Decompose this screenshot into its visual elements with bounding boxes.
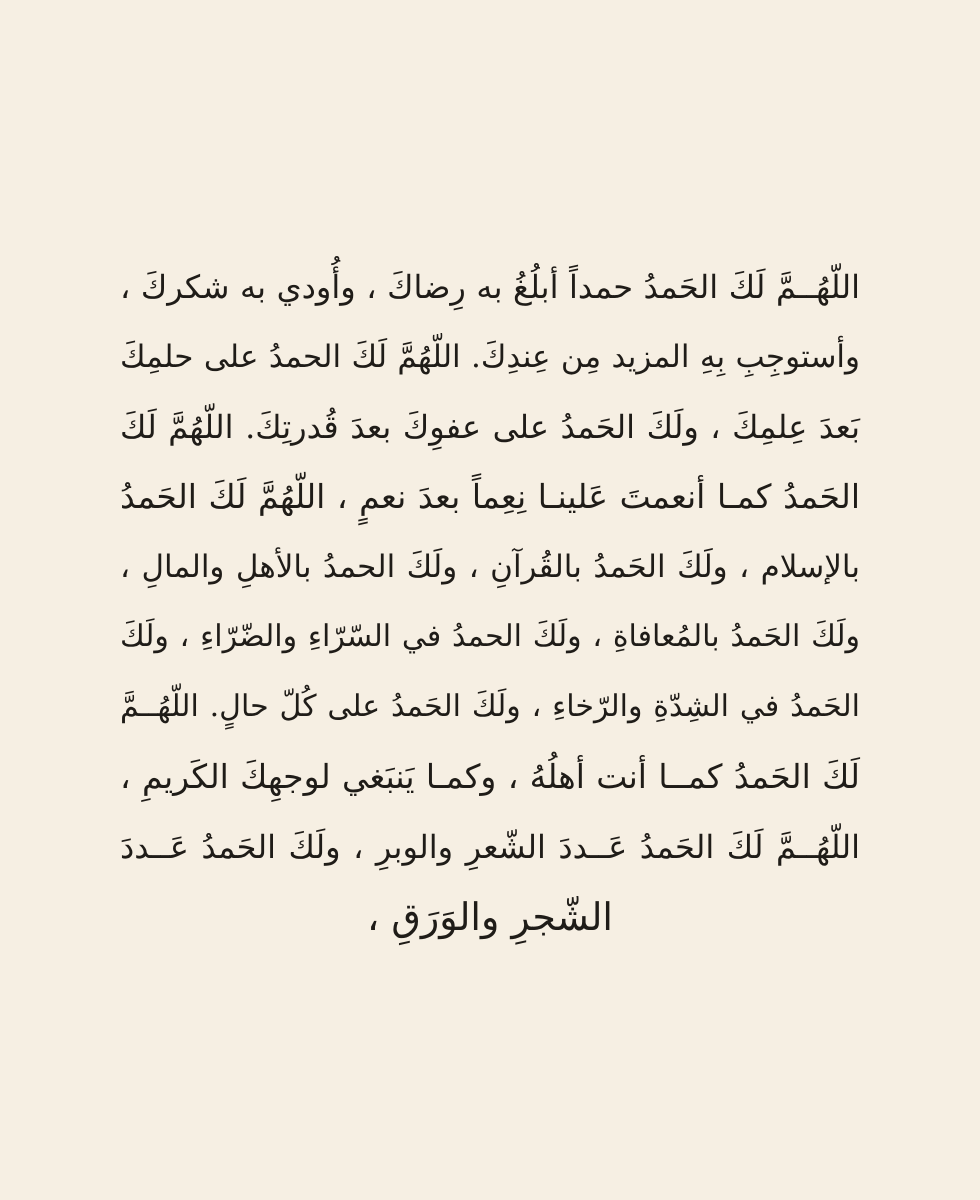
text-line: بالإسلام ، ولَكَ الحَمدُ بالقُرآنِ ، ولَكَ الحمدُ بالأهلِ والمالِ ،	[120, 549, 860, 585]
text-line: اللّهُــمَّ لَكَ الحَمدُ حمداً أبلُغُ به رِضاكَ ، وأُودي به شكركَ ،	[120, 268, 861, 306]
text-line: لَكَ الحَمدُ كمــا أنت أهلُهُ ، وكمـا يَنبَغي لوجهِكَ الكَريمِ ،	[120, 757, 860, 796]
text-line: الحَمدُ في الشِدّةِ والرّخاءِ ، ولَكَ الحَمدُ على كُلّ حالٍ. اللّهُــمَّ	[120, 689, 860, 724]
text-line-last: الشّجرِ والوَرَقِ ،	[367, 895, 613, 939]
dua-paragraph	[120, 252, 860, 952]
text-line: وأستوجِبِ بِهِ المزيد مِن عِندِكَ. اللّهُمَّ لَكَ الحمدُ على حلمِكَ	[120, 339, 860, 375]
text-line: بَعدَ عِلمِكَ ، ولَكَ الحَمدُ على عفوِكَ بعدَ قُدرتِكَ. اللّهُمَّ لَكَ	[120, 408, 860, 446]
text-line: ولَكَ الحَمدُ بالمُعافاةِ ، ولَكَ الحمدُ في السّرّاءِ والضّرّاءِ ، ولَكَ	[120, 619, 860, 654]
text-line: الحَمدُ كمـا أنعمتَ عَلينـا نِعِماً بعدَ نعمٍ ، اللّهُمَّ لَكَ الحَمدُ	[120, 477, 860, 516]
text-line: اللّهُــمَّ لَكَ الحَمدُ عَــددَ الشّعرِ والوبرِ ، ولَكَ الحَمدُ عَــددَ	[120, 828, 860, 866]
